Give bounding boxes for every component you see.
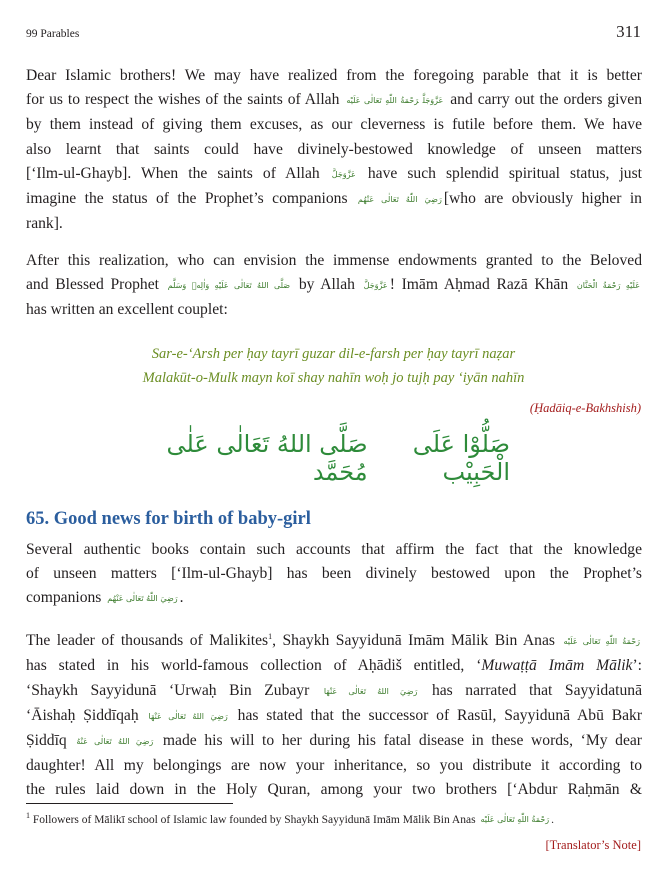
honorific-glyph: رَحْمَةُ اللّٰهِ تَعَالٰى عَلَيْه [346, 96, 419, 106]
honorific-glyph: عَزَّوَجَلَّ [331, 169, 356, 179]
text-line: for us to respect the wishes of the saints of Allah عَزَّوَجَلَّرَحْمَةُ اللّٰهِ تَعَالٰى عَلَيْه and carry out the orders given [26, 91, 643, 109]
arabic-salutation [150, 430, 510, 486]
couplet-line-2: Malakūt-o-Mulk mayn koī shay nahīn woḥ jo tujḥ pay ‘iyān nahīn [142, 370, 525, 386]
text-line: daughter! All my belongings are now your inheritance, so you distribute it according to [26, 757, 642, 775]
honorific-glyph: عَلَيْهِ رَحْمَةُ الْحَنَّان [576, 281, 640, 291]
salutation-response: صَلَّى اللهُ تَعَالٰى عَلٰى مُحَمَّد [166, 430, 368, 486]
page-number: 311 [616, 22, 641, 41]
footnote: $^1$ Followers of Mālikī school of Islamic law founded by Shaykh Sayyidunā Imām Mālik Bin Anas رَحْمَةُ اللّٰهِ تَعَالٰى عَلَيْه . [26, 811, 555, 826]
honorific-glyph: رَحْمَةُ اللّٰهِ تَعَالٰى عَلَيْه [563, 637, 640, 647]
book-title: Muwaṭṭā Imām Mālik [481, 657, 633, 675]
footnote-rule [26, 803, 233, 804]
honorific-glyph: رَضِيَ اللّٰهُ تَعَالٰى عَنْهُم [107, 594, 178, 604]
running-title: 99 Parables [26, 28, 80, 40]
honorific-glyph: رَضِيَ اللّٰهُ تَعَالٰى عَنْهُم [357, 195, 442, 205]
text-line: by them instead of giving them excuses, as our cleverness is futile before them. We have [26, 116, 642, 134]
text-line: also learnt that saints could have divinely-bestowed knowledge of unseen matters [26, 140, 642, 158]
text-line: Several authentic books contain such accounts that affirm the fact that the knowledge [26, 541, 642, 558]
honorific-glyph: رَضِيَ اللهُ تَعَالٰى عَنْهَا [148, 711, 228, 721]
footnote-number: 1 [26, 811, 30, 820]
paragraph-authentic-books [26, 538, 642, 612]
honorific-glyph: رَحْمَةُ اللّٰهِ تَعَالٰى عَلَيْه [480, 814, 550, 824]
honorific-glyph: صَلَّى اللهُ تَعَالٰى عَلَيْهِ وَاٰلِهٖ وَسَلَّم [167, 281, 291, 291]
honorific-glyph: رَضِيَ اللهُ تَعَالٰى عَنْهُ [76, 737, 154, 746]
text-line: ‘Shaykh Sayyidunā ‘Urwaḥ Bin Zubayr رَضِيَ اللهُ تَعَالٰى عَنْهَا has narrated that Sayyidatunā [26, 681, 642, 699]
text-line: companions رَضِيَ اللّٰهُ تَعَالٰى عَنْهُم . [26, 589, 184, 607]
honorific-glyph: عَزَّوَجَلَّ [363, 281, 388, 291]
paragraph-imam-malik [26, 625, 642, 803]
text-line: rank]. [26, 215, 63, 233]
text-line: After this realization, who can envision the immense endowments granted to the Beloved [26, 252, 642, 269]
text-line: has stated in his world-famous collection of Aḥādiš entitled, ‘Muwaṭṭā Imām Mālik’: [26, 657, 642, 675]
text-line: Dear Islamic brothers! We may have realized from the foregoing parable that it is better [26, 67, 642, 84]
text-line: The leader of thousands of Malikites$^1$, Shaykh Sayyidunā Imām Mālik Bin Anas رَحْمَةُ اللّٰهِ تَعَالٰى عَلَيْه [26, 632, 640, 650]
text-line: of unseen matters [‘Ilm-ul-Ghayb] has been divinely bestowed upon the Prophet’s [26, 565, 642, 583]
honorific-glyph: رَضِيَ اللهُ تَعَالٰى عَنْهَا [323, 686, 418, 696]
footnote-marker: 1 [268, 632, 273, 641]
text-line: and Blessed Prophet صَلَّى اللهُ تَعَالٰى عَلَيْهِ وَاٰلِهٖ وَسَلَّم by Allah عَزَّوَجَلَّ ! Imām Aḥmad Razā Khān عَلَيْهِ رَحْمَةُ الْحَنَّان [26, 276, 640, 294]
salutation-call: صَلُّوْا عَلَى الْحَبِيْب [412, 430, 510, 486]
honorific-glyph: عَزَّوَجَلَّ [422, 96, 444, 106]
text-line: the rules laid down in the Holy Quran, among your two brothers [‘Abdur Raḥmān & [26, 781, 642, 799]
section-heading: 65. Good news for birth of baby-girl [26, 509, 311, 529]
couplet-line-1: Sar-e-‘Arsh per ḥay tayrī guzar dil-e-farsh per ḥay tayrī naẓar [151, 346, 516, 362]
couplet-source: (Ḥadāiq-e-Bakhshish) [529, 401, 641, 415]
translator-note: [Translator’s Note] [545, 838, 641, 852]
paragraph-realization [26, 249, 642, 323]
paragraph-respect-saints [26, 64, 642, 236]
text-line: Ṣiddīq رَضِيَ اللهُ تَعَالٰى عَنْهُ made his will to her during his fatal disease in these words, ‘My dear [26, 732, 642, 749]
text-line: imagine the status of the Prophet’s companions رَضِيَ اللّٰهُ تَعَالٰى عَنْهُم [who are obviously higher in [26, 190, 642, 208]
text-line: [‘Ilm-ul-Ghayb]. When the saints of Allah عَزَّوَجَلَّ have such splendid spiritual status, just [26, 164, 642, 182]
text-line: ‘Āishaḥ Ṣiddīqaḥ رَضِيَ اللهُ تَعَالٰى عَنْهَا has stated that the successor of Rasūl, Sayyidunā Abū Bakr [26, 706, 643, 724]
running-head [26, 22, 641, 42]
text-line: has written an excellent couplet: [26, 301, 228, 319]
